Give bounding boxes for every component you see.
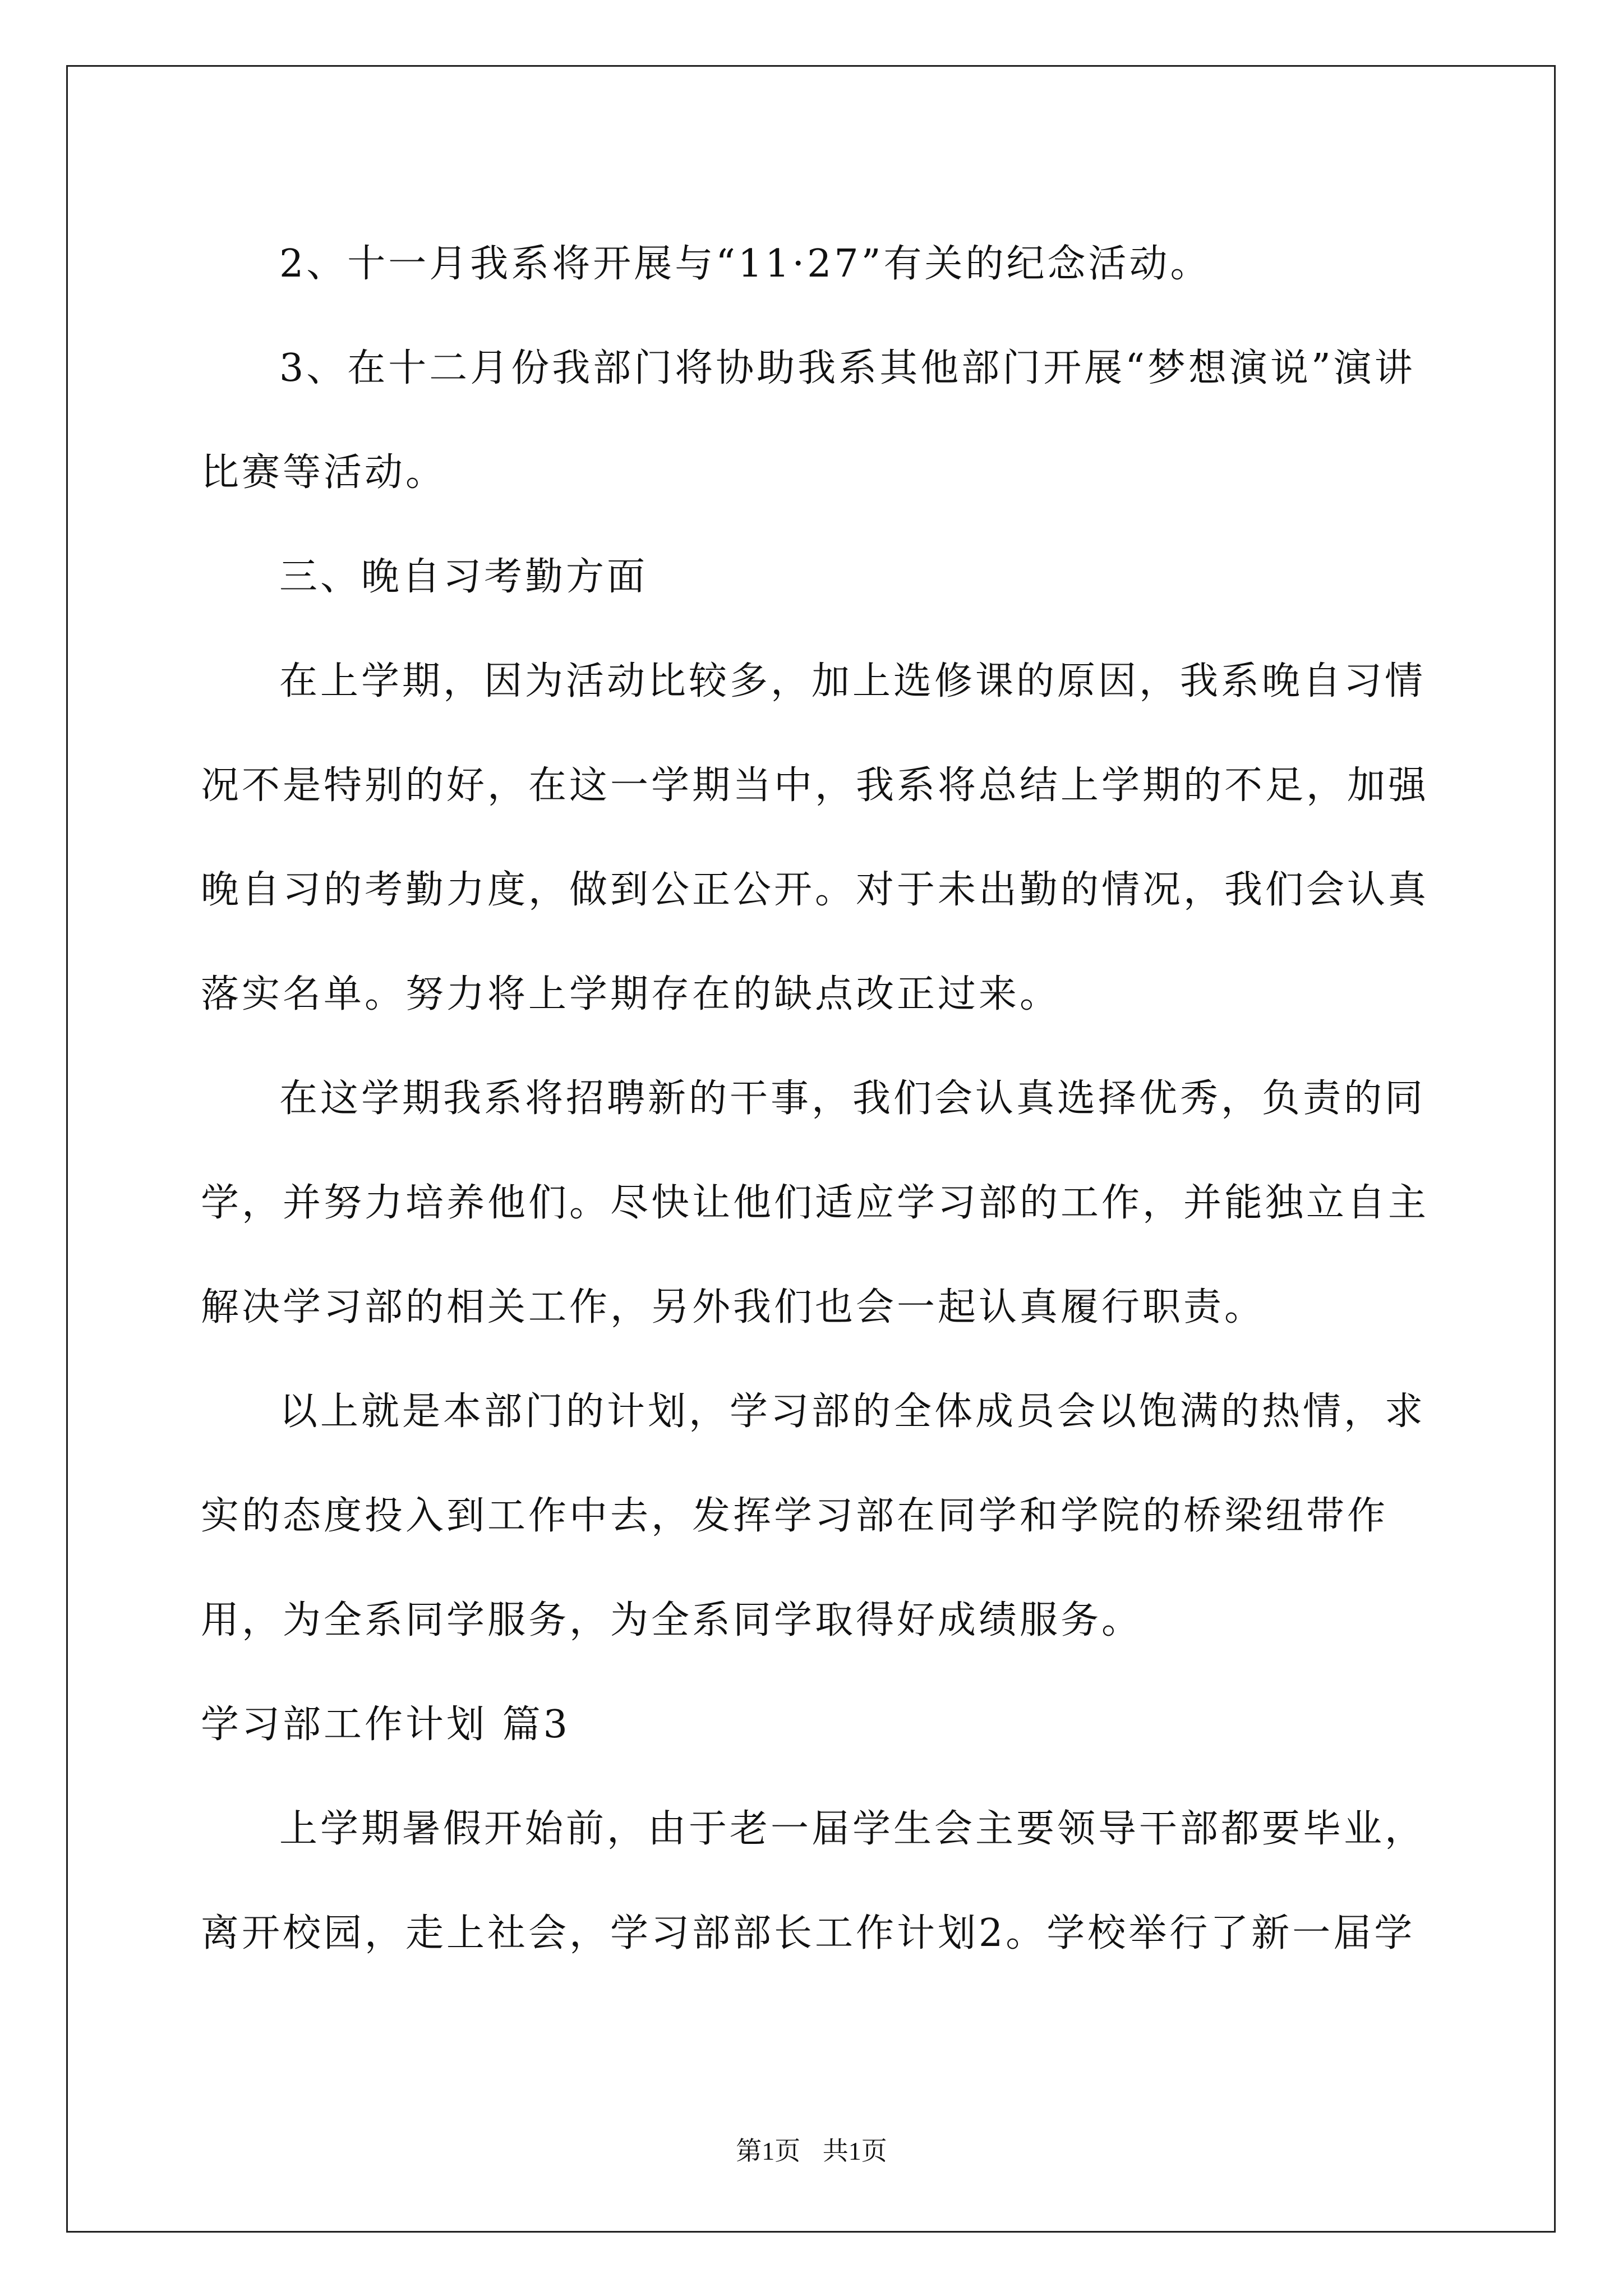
paragraph-6: 以上就是本部门的计划，学习部的全体成员会以饱满的热情，求实的态度投入到工作中去，发挥学习部在同学和学院的桥梁纽带作用，为全系同学服务，为全系同学取得好成绩服务。 [201,1389,1426,1642]
section-heading: 学习部工作计划 篇3 [201,1703,570,1747]
paragraph-5: 在这学期我系将招聘新的干事，我们会认真选择优秀，负责的同学，并努力培养他们。尽快让他们适应学习部的工作，并能独立自主解决学习部的相关工作，另外我们也会一起认真履行职责。 [201,1076,1430,1329]
paragraph-2: 3、在十二月份我部门将协助我系其他部门开展“梦想演说”演讲比赛等活动。 [201,346,1415,495]
page-footer [0,2131,1623,2168]
paragraph-4: 在上学期，因为活动比较多，加上选修课的原因，我系晚自习情况不是特别的好，在这一学期当中，我系将总结上学期的不足，加强晚自习的考勤力度，做到公正公开。对于未出勤的情况，我们会认真落实名单。努力将上学期存在的缺点改正过来。 [201,659,1430,1016]
paragraph-1: 2、十一月我系将开展与“11·27”有关的纪念活动。 [279,242,1211,286]
page-total: 共1页 [822,2137,887,2165]
page-number: 第1页 [736,2137,801,2165]
document-body [201,212,1446,1986]
paragraph-7: 上学期暑假开始前，由于老一届学生会主要领导干部都要毕业，离开校园，走上社会，学习部部长工作计划2。学校举行了新一届学 [201,1807,1426,1955]
paragraph-3-subheading: 三、晚自习考勤方面 [279,555,648,599]
